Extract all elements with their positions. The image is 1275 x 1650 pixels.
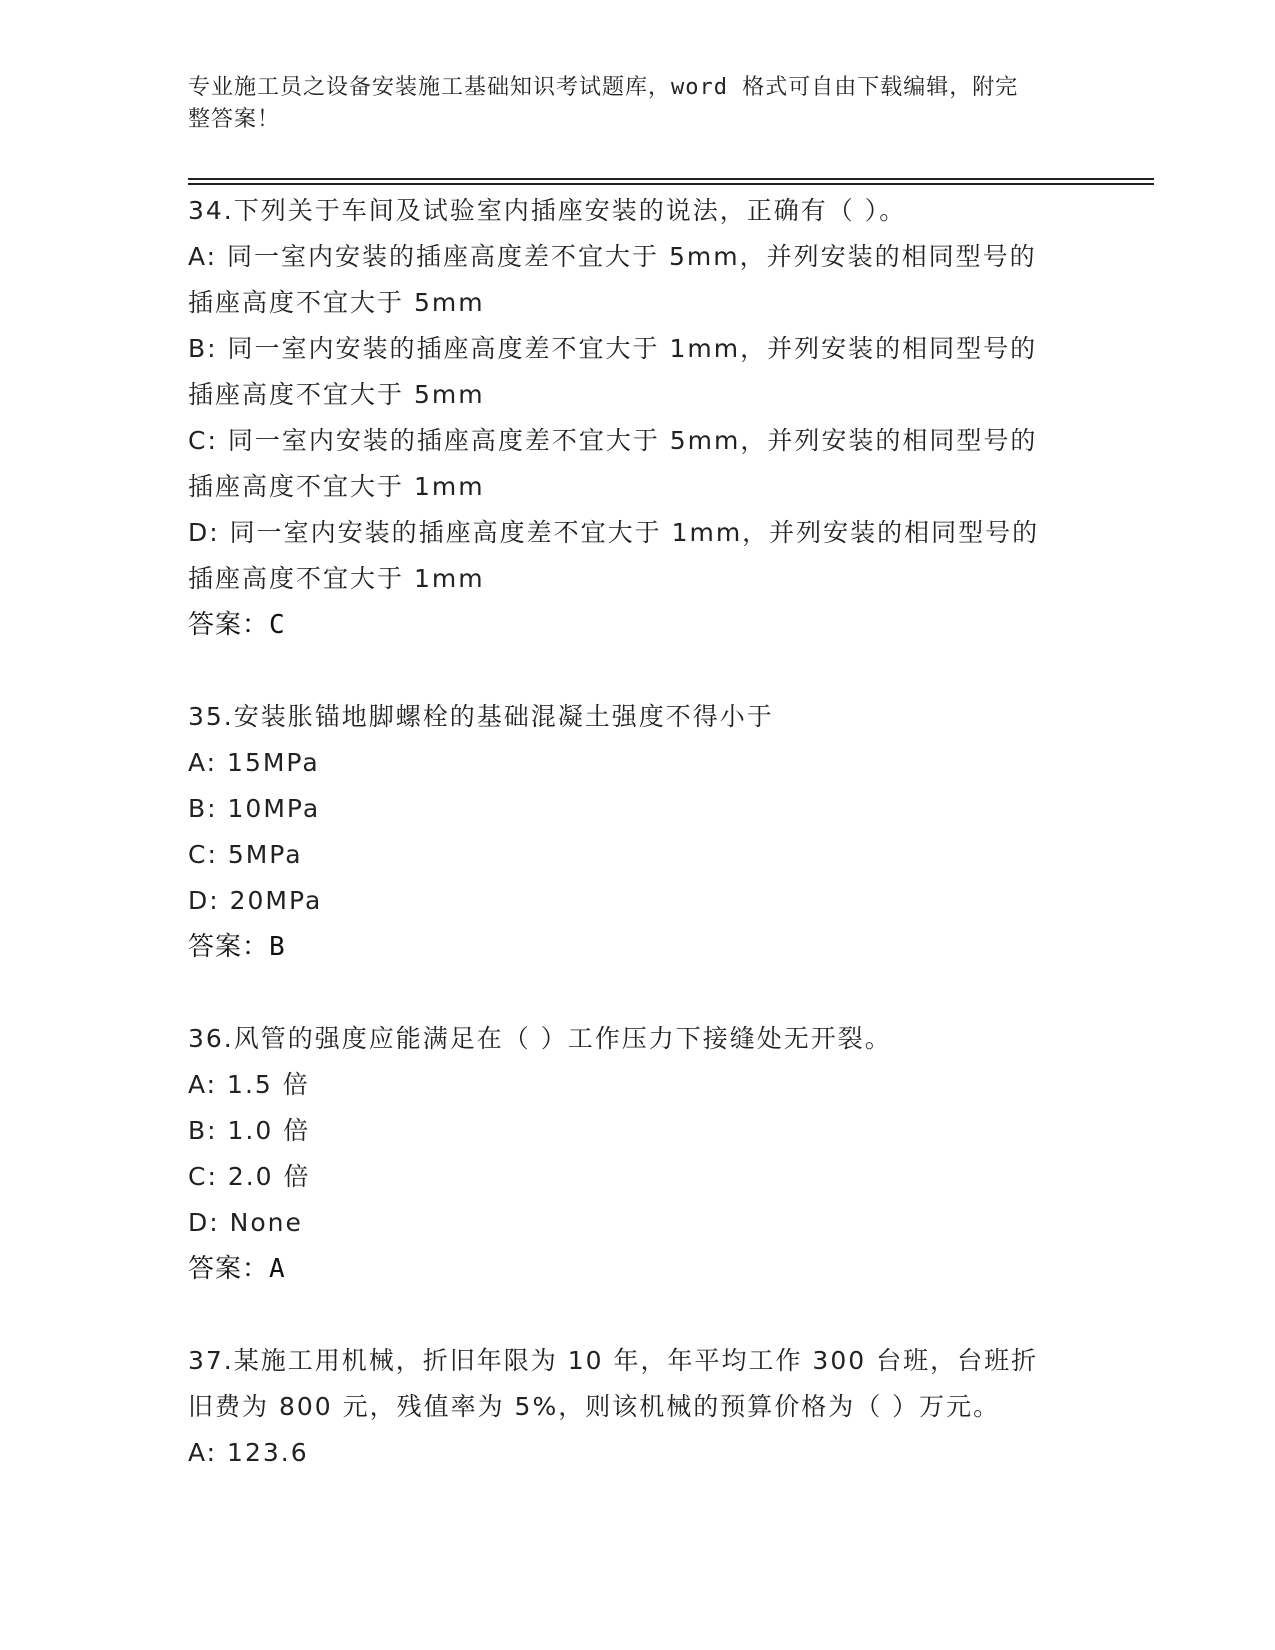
- question-text: 36.风管的强度应能满足在（ ）工作压力下接缝处无开裂。: [188, 1024, 892, 1053]
- option-d-continued: 插座高度不宜大于 1mm: [188, 564, 485, 593]
- question-text: 34.下列关于车间及试验室内插座安装的说法，正确有（ ）。: [188, 196, 907, 225]
- option-a: A: 123.6: [188, 1438, 309, 1467]
- option-b: B: 10MPa: [188, 794, 321, 823]
- option-c: C: 同一室内安装的插座高度差不宜大于 5mm，并列安装的相同型号的: [188, 426, 1038, 455]
- option-a: A: 15MPa: [188, 748, 320, 777]
- question-37: [188, 1338, 1068, 1476]
- option-b-continued: 插座高度不宜大于 5mm: [188, 380, 485, 409]
- option-d: D: 20MPa: [188, 886, 323, 915]
- question-36: [188, 1016, 1068, 1292]
- option-c: C: 5MPa: [188, 840, 303, 869]
- option-a: A: 1.5 倍: [188, 1070, 310, 1099]
- question-gap: [188, 648, 1068, 694]
- question-text: 37.某施工用机械，折旧年限为 10 年，年平均工作 300 台班，台班折: [188, 1346, 1039, 1375]
- question-list: [188, 188, 1068, 1476]
- option-d: D: 同一室内安装的插座高度差不宜大于 1mm，并列安装的相同型号的: [188, 518, 1040, 547]
- header-divider-top: [188, 178, 1154, 180]
- option-c-continued: 插座高度不宜大于 1mm: [188, 472, 485, 501]
- option-a: A: 同一室内安装的插座高度差不宜大于 5mm，并列安装的相同型号的: [188, 242, 1037, 271]
- option-a-continued: 插座高度不宜大于 5mm: [188, 288, 485, 317]
- option-b: B: 1.0 倍: [188, 1116, 311, 1145]
- question-text: 35.安装胀锚地脚螺栓的基础混凝土强度不得小于: [188, 702, 774, 731]
- document-header: [188, 72, 1068, 136]
- question-34: [188, 188, 1068, 648]
- question-gap: [188, 1292, 1068, 1338]
- answer: 答案：B: [188, 932, 286, 962]
- option-d: D: None: [188, 1208, 303, 1237]
- header-line-1: 专业施工员之设备安装施工基础知识考试题库，word 格式可自由下载编辑，附完: [188, 75, 1019, 100]
- answer: 答案：A: [188, 1254, 286, 1284]
- option-b: B: 同一室内安装的插座高度差不宜大于 1mm，并列安装的相同型号的: [188, 334, 1038, 363]
- option-c: C: 2.0 倍: [188, 1162, 311, 1191]
- question-text-continued: 旧费为 800 元，残值率为 5%，则该机械的预算价格为（ ）万元。: [188, 1392, 1001, 1421]
- question-gap: [188, 970, 1068, 1016]
- header-divider-bottom: [188, 183, 1154, 185]
- answer: 答案：C: [188, 610, 286, 640]
- header-line-2: 整答案！: [188, 107, 281, 132]
- question-35: [188, 694, 1068, 970]
